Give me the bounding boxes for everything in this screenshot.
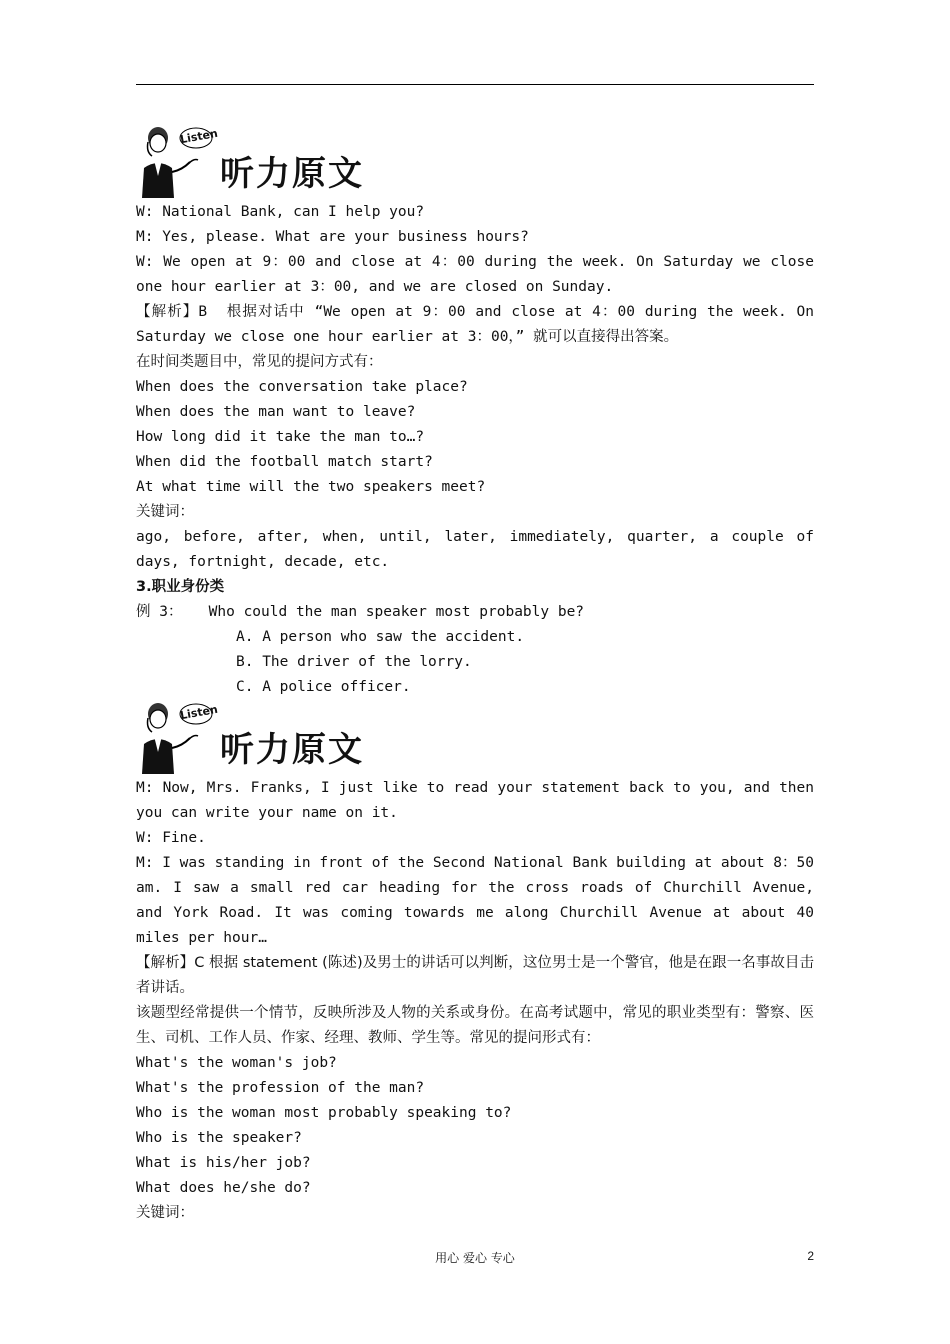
question-line: Who is the speaker?	[136, 1130, 302, 1146]
page-number: 2	[807, 1249, 814, 1263]
dialogue-line: M: Yes, please. What are your business hours?	[136, 229, 529, 245]
question-line: When does the conversation take place?	[136, 379, 468, 395]
question-line: How long did it take the man to…?	[136, 429, 425, 445]
keywords-label: 关键词：	[136, 504, 194, 520]
section-heading: 3.职业身份类	[136, 579, 225, 595]
question-line: Who is the woman most probably speaking to?	[136, 1105, 512, 1121]
question-line: What is his/her job?	[136, 1155, 311, 1171]
question-line: What's the profession of the man?	[136, 1080, 425, 1096]
question-line: When does the man want to leave?	[136, 404, 416, 420]
dialogue-line: W: National Bank, can I help you?	[136, 204, 425, 220]
keywords-list: ago, before, after, when, until, later, immediately, quarter, a couple of days, fortnight, decade, etc.	[136, 529, 823, 570]
document-body	[136, 124, 823, 1226]
option-b: B. The driver of the lorry.	[236, 654, 472, 670]
text-line: 在时间类题目中，常见的提问方式有：	[136, 354, 383, 370]
dialogue-line: M: I was standing in front of the Second National Bank building at about 8：50 am. I saw a small red car heading for the cross roads of Churchill Avenue, and York Road. It was coming towards me along Churchill Avenue at about 40 miles per hour…	[136, 855, 823, 946]
listen-banner	[136, 124, 406, 200]
dialogue-line: M: Now, Mrs. Franks, I just like to read your statement back to you, and then you can write your name on it.	[136, 780, 823, 821]
analysis-paragraph: 【解析】B 根据对话中 “We open at 9：00 and close at 4：00 during the week. On Saturday we close one hour earlier at 3：00，” 就可以直接得出答案。	[136, 304, 823, 345]
keywords-label: 关键词：	[136, 1205, 194, 1221]
question-line: What's the woman's job?	[136, 1055, 337, 1071]
example-question: 例 3： Who could the man speaker most probably be?	[136, 604, 585, 620]
option-c: C. A police officer.	[236, 679, 411, 695]
listen-badge: Listen	[179, 702, 219, 723]
banner-title: 听力原文	[220, 154, 364, 194]
listen-banner	[136, 700, 406, 776]
footer-motto: 用心 爱心 专心	[435, 1251, 515, 1265]
header-rule	[136, 84, 814, 85]
text-paragraph: 该题型经常提供一个情节，反映所涉及人物的关系或身份。在高考试题中，常见的职业类型有：警察、医生、司机、工作人员、作家、经理、教师、学生等。常见的提问形式有：	[136, 1005, 814, 1046]
question-line: When did the football match start?	[136, 454, 433, 470]
listen-badge: Listen	[179, 126, 219, 147]
analysis-paragraph: 【解析】C 根据 statement (陈述)及男士的讲话可以判断，这位男士是一个警官，他是在跟一名事故目击者讲话。	[136, 955, 814, 996]
dialogue-line: W: We open at 9：00 and close at 4：00 during the week. On Saturday we close one hour earlier at 3：00, and we are closed on Sunday.	[136, 254, 823, 295]
option-a: A. A person who saw the accident.	[236, 629, 525, 645]
banner-title: 听力原文	[220, 730, 364, 770]
question-line: At what time will the two speakers meet?	[136, 479, 486, 495]
dialogue-line: W: Fine.	[136, 830, 206, 846]
question-line: What does he/she do?	[136, 1180, 311, 1196]
